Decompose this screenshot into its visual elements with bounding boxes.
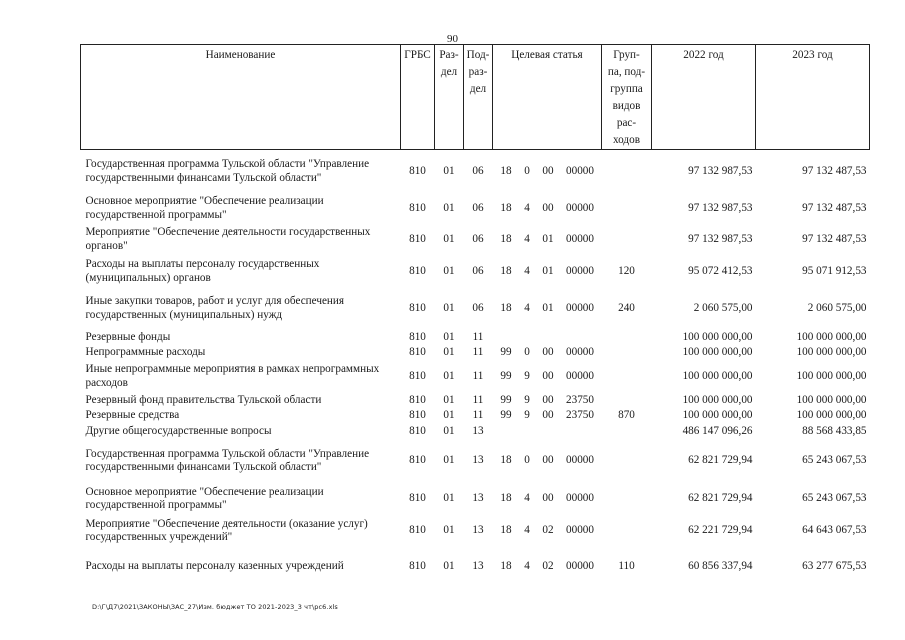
target-article-part: 00000 (566, 346, 594, 358)
row-amount-2022: 60 856 337,94 (688, 560, 753, 573)
target-article-part: 00000 (566, 492, 594, 505)
target-article-part: 00 (542, 369, 554, 382)
row-amount-2022: 100 000 000,00 (682, 393, 753, 406)
row-amount-2022: 62 221 729,94 (688, 524, 753, 537)
target-article-part: 18 (500, 454, 512, 467)
row-expense-group (602, 330, 652, 346)
row-expense-group: 110 (618, 560, 635, 573)
target-article-part: 18 (500, 201, 512, 214)
row-podrazdel: 06 (472, 301, 484, 314)
row-target-article (493, 361, 602, 393)
target-article-part: 00000 (566, 232, 594, 245)
row-razdel: 01 (443, 264, 455, 277)
row-podrazdel: 13 (472, 524, 484, 537)
target-article-part: 4 (524, 524, 530, 537)
table-row (81, 361, 870, 393)
file-path-footer: D:\Г\Д7\2021\ЗАКОНЫ\ЗАС_27\Изм. бюджет ТО 2021-2023_3 чт\рс6.xls (92, 603, 338, 611)
target-article-part: 9 (524, 393, 530, 406)
table-row (81, 288, 870, 330)
target-article-part: 00 (542, 346, 554, 358)
target-article-part: 4 (524, 301, 530, 314)
target-article-part: 0 (524, 346, 530, 358)
row-name: Резервный фонд правительства Тульской области (85, 393, 322, 406)
row-expense-group (602, 345, 652, 361)
row-grbs: 810 (409, 560, 426, 573)
row-name: Непрограммные расходы (85, 346, 206, 358)
row-target-article (493, 515, 602, 547)
row-grbs: 810 (409, 424, 426, 437)
row-podrazdel: 06 (472, 165, 484, 177)
target-article-part: 0 (524, 165, 530, 177)
row-razdel: 01 (443, 454, 455, 467)
row-podrazdel: 13 (472, 560, 484, 573)
table-row (81, 256, 870, 288)
target-article-part: 01 (542, 301, 554, 314)
row-amount-2023: 65 243 067,53 (802, 454, 867, 467)
row-grbs: 810 (409, 330, 426, 343)
header-expense-group: Груп- па, под- группа видов рас- ходов (602, 45, 652, 150)
table-row (81, 483, 870, 515)
header-name: Наименование (81, 45, 401, 150)
row-amount-2022: 62 821 729,94 (688, 492, 753, 505)
row-grbs: 810 (409, 409, 426, 421)
row-amount-2022: 100 000 000,00 (682, 330, 753, 343)
row-target-article (493, 224, 602, 256)
target-article-part: 18 (500, 560, 512, 573)
row-name: Резервные средства (85, 409, 180, 421)
row-grbs: 810 (409, 454, 426, 467)
table-row (81, 393, 870, 409)
target-article-part: 99 (500, 409, 512, 421)
target-article-part: 02 (542, 524, 554, 537)
target-article-part: 18 (500, 232, 512, 245)
row-target-article (493, 408, 602, 424)
row-razdel: 01 (443, 369, 455, 382)
row-podrazdel: 06 (472, 232, 484, 245)
row-grbs: 810 (409, 165, 426, 177)
target-article-part: 00000 (566, 560, 594, 573)
row-name: Мероприятие "Обеспечение деятельности (оказание услуг) государственных учреждений" (85, 517, 368, 543)
header-grbs: ГРБС (401, 45, 435, 150)
page-number: 90 (447, 33, 458, 45)
row-amount-2023: 100 000 000,00 (796, 409, 867, 421)
row-podrazdel: 11 (472, 409, 484, 421)
row-podrazdel: 06 (472, 201, 484, 214)
header-podrazdel: Под- раз- дел (464, 45, 493, 150)
row-name: Расходы на выплаты персоналу казенных учреждений (85, 560, 344, 573)
target-article-part: 9 (524, 409, 530, 421)
target-article-part: 23750 (566, 393, 594, 406)
row-razdel: 01 (443, 201, 455, 214)
target-article-part: 18 (500, 492, 512, 505)
row-amount-2023: 95 071 912,53 (802, 264, 867, 277)
row-target-article (493, 288, 602, 330)
row-razdel: 01 (443, 232, 455, 245)
target-article-part: 0 (524, 454, 530, 467)
row-amount-2023: 100 000 000,00 (796, 393, 867, 406)
row-razdel: 01 (443, 524, 455, 537)
row-target-article (493, 393, 602, 409)
target-article-part: 18 (500, 264, 512, 277)
target-article-part: 9 (524, 369, 530, 382)
row-expense-group (602, 194, 652, 224)
target-article-part: 4 (524, 201, 530, 214)
row-razdel: 01 (443, 346, 455, 358)
row-amount-2022: 97 132 987,53 (688, 232, 753, 245)
table-row (81, 150, 870, 194)
row-amount-2022: 2 060 575,00 (693, 301, 753, 314)
row-amount-2023: 65 243 067,53 (802, 492, 867, 505)
target-article-part: 00 (542, 409, 554, 421)
row-grbs: 810 (409, 492, 426, 505)
target-article-part: 00000 (566, 165, 594, 177)
row-name: Мероприятие "Обеспечение деятельности государственных органов" (85, 226, 371, 252)
row-amount-2023: 88 568 433,85 (802, 424, 867, 437)
row-podrazdel: 13 (472, 492, 484, 505)
row-name: Основное мероприятие "Обеспечение реализации государственной программы" (85, 485, 324, 511)
target-article-part: 00 (542, 393, 554, 406)
budget-table (80, 44, 870, 587)
header-target-article: Целевая статья (493, 45, 602, 150)
row-amount-2022: 62 821 729,94 (688, 454, 753, 467)
row-razdel: 01 (443, 393, 455, 406)
row-amount-2022: 100 000 000,00 (682, 409, 753, 421)
row-amount-2023: 100 000 000,00 (796, 346, 867, 358)
row-podrazdel: 06 (472, 264, 484, 277)
row-amount-2023: 63 277 675,53 (802, 560, 867, 573)
row-expense-group (602, 439, 652, 483)
row-expense-group (602, 515, 652, 547)
target-article-part: 02 (542, 560, 554, 573)
row-amount-2022: 100 000 000,00 (682, 346, 753, 358)
row-target-article (493, 345, 602, 361)
row-razdel: 01 (443, 301, 455, 314)
target-article-part: 99 (500, 369, 512, 382)
target-article-part: 00 (542, 454, 554, 467)
row-amount-2022: 95 072 412,53 (688, 264, 753, 277)
row-podrazdel: 13 (472, 424, 484, 437)
row-amount-2022: 486 147 096,26 (682, 424, 753, 437)
row-name: Другие общегосударственные вопросы (85, 424, 272, 437)
row-expense-group: 120 (618, 264, 635, 277)
target-article-part: 00000 (566, 454, 594, 467)
table-row (81, 194, 870, 224)
row-amount-2022: 97 132 987,53 (688, 165, 753, 177)
row-target-article (493, 330, 602, 346)
row-target-article (493, 547, 602, 587)
target-article-part: 4 (524, 264, 530, 277)
row-grbs: 810 (409, 264, 426, 277)
row-razdel: 01 (443, 165, 455, 177)
target-article-part: 00000 (566, 264, 594, 277)
target-article-part: 00000 (566, 369, 594, 382)
target-article-part: 4 (524, 232, 530, 245)
row-amount-2023: 97 132 487,53 (802, 165, 867, 177)
header-year-2022: 2022 год (652, 45, 756, 150)
table-header-row (81, 45, 870, 150)
row-grbs: 810 (409, 524, 426, 537)
target-article-part: 00 (542, 201, 554, 214)
table-row (81, 547, 870, 587)
row-target-article (493, 424, 602, 440)
row-name: Иные закупки товаров, работ и услуг для обеспечения государственных (муниципальных) нужд (85, 295, 345, 321)
target-article-part: 4 (524, 560, 530, 573)
row-expense-group: 870 (618, 409, 635, 421)
row-name: Расходы на выплаты персоналу государственных (муниципальных) органов (85, 258, 320, 284)
target-article-part: 4 (524, 492, 530, 505)
row-name: Основное мероприятие "Обеспечение реализации государственной программы" (85, 195, 324, 221)
row-target-article (493, 256, 602, 288)
row-target-article (493, 439, 602, 483)
target-article-part: 18 (500, 301, 512, 314)
row-razdel: 01 (443, 560, 455, 573)
table-row (81, 424, 870, 440)
table-row (81, 439, 870, 483)
row-grbs: 810 (409, 393, 426, 406)
header-razdel: Раз- дел (435, 45, 464, 150)
target-article-part: 99 (500, 346, 512, 358)
row-razdel: 01 (443, 409, 455, 421)
row-name: Резервные фонды (85, 330, 171, 343)
target-article-part: 99 (500, 393, 512, 406)
row-podrazdel: 11 (472, 369, 484, 382)
row-expense-group (602, 393, 652, 409)
target-article-part: 18 (500, 524, 512, 537)
row-amount-2023: 64 643 067,53 (802, 524, 867, 537)
row-expense-group: 240 (618, 301, 635, 314)
target-article-part: 00000 (566, 301, 594, 314)
target-article-part: 01 (542, 264, 554, 277)
row-amount-2022: 100 000 000,00 (682, 369, 753, 382)
target-article-part: 00 (542, 492, 554, 505)
row-razdel: 01 (443, 330, 455, 343)
row-target-article (493, 483, 602, 515)
table-row (81, 515, 870, 547)
row-expense-group (602, 483, 652, 515)
row-amount-2023: 97 132 487,53 (802, 201, 867, 214)
target-article-part: 00000 (566, 524, 594, 537)
row-razdel: 01 (443, 424, 455, 437)
row-expense-group (602, 224, 652, 256)
table-row (81, 345, 870, 361)
row-expense-group (602, 424, 652, 440)
row-amount-2022: 97 132 987,53 (688, 201, 753, 214)
row-razdel: 01 (443, 492, 455, 505)
row-grbs: 810 (409, 201, 426, 214)
target-article-part: 18 (500, 165, 512, 177)
row-grbs: 810 (409, 369, 426, 382)
row-amount-2023: 100 000 000,00 (796, 369, 867, 382)
row-podrazdel: 11 (472, 393, 484, 406)
row-name: Иные непрограммные мероприятия в рамках непрограммных расходов (85, 363, 380, 389)
target-article-part: 01 (542, 232, 554, 245)
header-year-2023: 2023 год (756, 45, 870, 150)
row-name: Государственная программа Тульской области "Управление государственными финансами Тульской области" (85, 158, 370, 184)
row-podrazdel: 11 (472, 330, 484, 343)
row-target-article (493, 194, 602, 224)
row-amount-2023: 100 000 000,00 (796, 330, 867, 343)
table-row (81, 224, 870, 256)
target-article-part: 23750 (566, 409, 594, 421)
row-podrazdel: 13 (472, 454, 484, 467)
target-article-part: 00 (542, 165, 554, 177)
row-grbs: 810 (409, 301, 426, 314)
table-row (81, 330, 870, 346)
row-grbs: 810 (409, 346, 426, 358)
row-expense-group (602, 150, 652, 194)
row-amount-2023: 2 060 575,00 (807, 301, 867, 314)
row-podrazdel: 11 (472, 346, 484, 358)
row-name: Государственная программа Тульской области "Управление государственными финансами Тульской области" (85, 447, 370, 473)
table-row (81, 408, 870, 424)
row-grbs: 810 (409, 232, 426, 245)
row-target-article (493, 150, 602, 194)
row-amount-2023: 97 132 487,53 (802, 232, 867, 245)
row-expense-group (602, 361, 652, 393)
target-article-part: 00000 (566, 201, 594, 214)
